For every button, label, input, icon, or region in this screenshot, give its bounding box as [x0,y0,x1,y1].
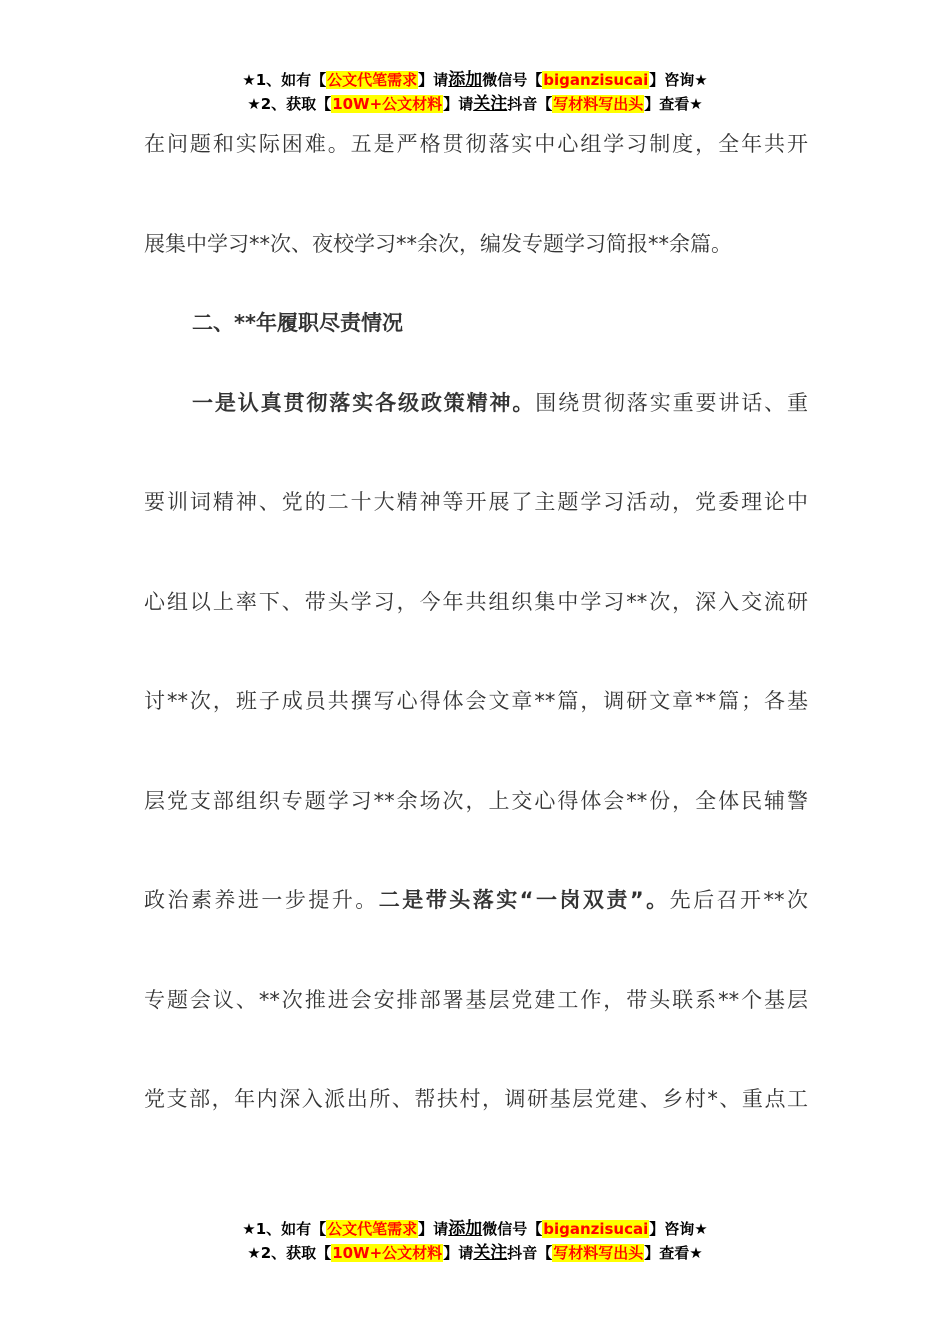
banner-highlight: 公文代笔需求 [327,1220,418,1238]
paragraph-line: 党支部，年内深入派出所、帮扶村，调研基层党建、乡村*、重点工 [144,1087,808,1111]
banner-emphasis: 添加 [448,1219,483,1239]
banner-text: 微信号【 [482,71,543,89]
banner-highlight: 写材料写出头 [553,1244,644,1262]
banner-line-2 [0,1241,950,1265]
paragraph-line: 要训词精神、党的二十大精神等开展了主题学习活动，党委理论中 [144,490,808,514]
paragraph-line: 在问题和实际困难。五是严格贯彻落实中心组学习制度，全年共开 [144,132,808,156]
banner-text: 抖音【 [507,1244,553,1262]
banner-text: 】咨询★ [649,71,708,89]
banner-line-1 [0,68,950,92]
banner-text: 】查看★ [644,95,703,113]
paragraph-line [192,388,808,418]
banner-text: 微信号【 [482,1220,543,1238]
banner-highlight: 10W+公文材料 [332,1244,443,1262]
banner-text: 】查看★ [644,1244,703,1262]
banner-text: 】请 [418,71,449,89]
banner-emphasis: 关注 [473,94,508,114]
footer-banner [0,1217,950,1265]
banner-text: 】请 [443,95,474,113]
banner-line-2 [0,92,950,116]
banner-line-1 [0,1217,950,1241]
banner-highlight: 公文代笔需求 [327,71,418,89]
paragraph-text: 政治素养进一步提升。 [144,888,379,912]
banner-text: 抖音【 [507,95,553,113]
banner-highlight: 10W+公文材料 [332,95,443,113]
banner-highlight: biganzisucai [543,1220,649,1238]
banner-text: ★1、如有【 [242,71,327,89]
paragraph-line: 心组以上率下、带头学习，今年共组织集中学习**次，深入交流研 [144,590,808,614]
bold-lead: 二是带头落实“一岗双责”。 [378,888,670,912]
banner-text: ★2、获取【 [247,1244,332,1262]
banner-text: 】请 [443,1244,474,1262]
section-heading: 二、**年履职尽责情况 [192,311,403,335]
paragraph-line: 展集中学习**次、夜校学习**余次，编发专题学习简报**余篇。 [144,232,732,256]
header-banner [0,68,950,116]
paragraph-line [144,885,808,915]
paragraph-text: 先后召开**次 [669,888,808,912]
paragraph-line: 层党支部组织专题学习**余场次，上交心得体会**份，全体民辅警 [144,789,808,813]
paragraph-text: 围绕贯彻落实重要讲话、重 [535,391,808,415]
banner-emphasis: 关注 [473,1243,508,1263]
paragraph-line: 讨**次，班子成员共撰写心得体会文章**篇，调研文章**篇；各基 [144,689,808,713]
banner-text: ★1、如有【 [242,1220,327,1238]
banner-highlight: 写材料写出头 [553,95,644,113]
banner-text: ★2、获取【 [247,95,332,113]
banner-emphasis: 添加 [448,70,483,90]
banner-text: 】请 [418,1220,449,1238]
paragraph-line: 专题会议、**次推进会安排部署基层党建工作，带头联系**个基层 [144,988,808,1012]
banner-text: 】咨询★ [649,1220,708,1238]
bold-lead: 一是认真贯彻落实各级政策精神。 [192,391,536,415]
banner-highlight: biganzisucai [543,71,649,89]
